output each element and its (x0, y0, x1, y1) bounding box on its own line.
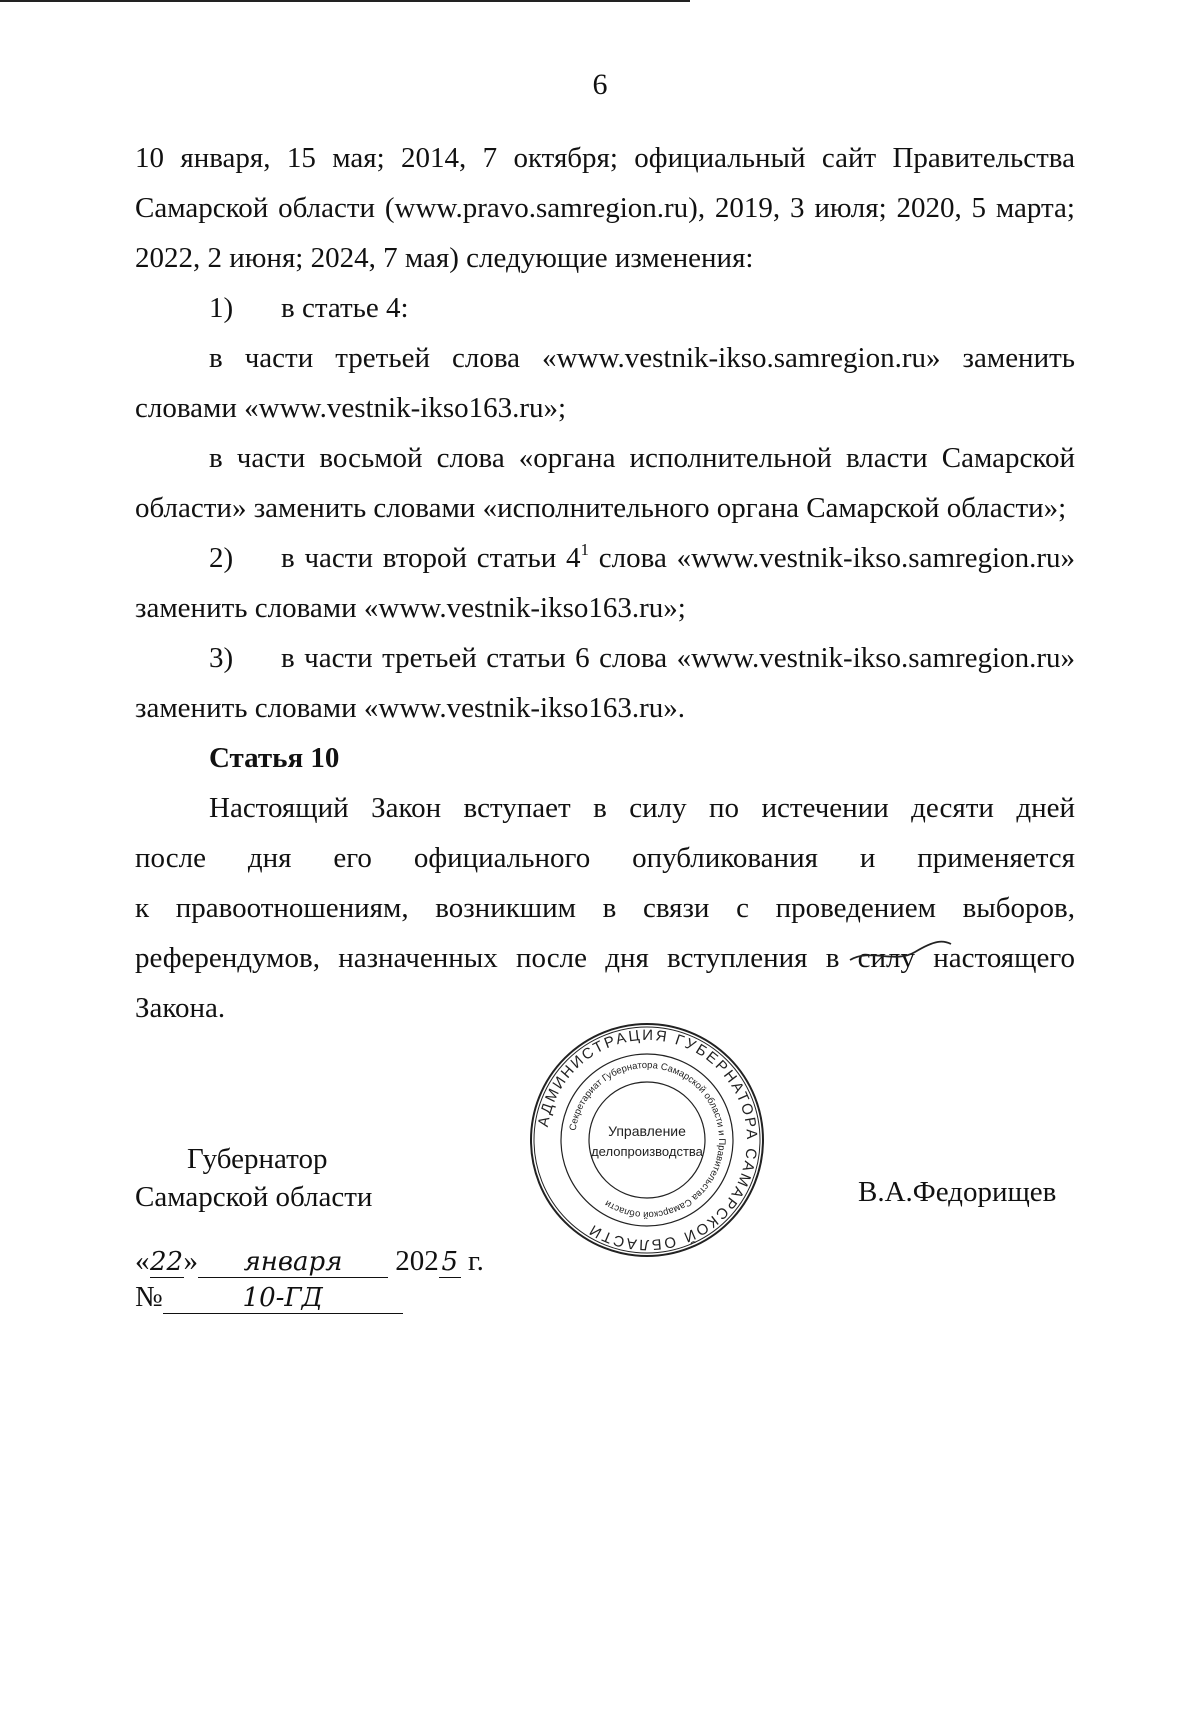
paragraph-line: к правоотношениям, возникшим в связи с проведением выборов, (135, 892, 1075, 924)
document-body (135, 133, 1075, 1033)
list-item (135, 283, 1075, 333)
stamp-outer-text: АДМИНИСТРАЦИЯ ГУБЕРНАТОРА САМАРСКОЙ ОБЛАСТИ (534, 1026, 761, 1254)
list-item-text-part: слова «www.vestnik-ikso.samregion.ru» (589, 542, 1076, 574)
date-year-suffix: г. (460, 1245, 484, 1277)
list-item-number: 1) (209, 292, 234, 324)
signatory-title-line: Самарской области (135, 1181, 373, 1213)
list-item-number: 2) (209, 542, 234, 574)
paragraph-line: заменить словами «www.vestnik-ikso163.ru»; (135, 592, 686, 624)
list-item (135, 633, 1075, 683)
date-open-quote: « (135, 1245, 150, 1277)
paragraph-line: в части третьей слова «www.vestnik-ikso.samregion.ru» заменить (209, 342, 1075, 374)
date-close-quote: » (183, 1245, 198, 1277)
document-number-line (135, 1281, 403, 1314)
date-year-prefix: 202 (395, 1245, 439, 1277)
paragraph-line: заменить словами «www.vestnik-ikso163.ru». (135, 692, 686, 724)
signatory-name: В.А.Федорищев (858, 1176, 1057, 1208)
list-item-text: в статье 4: (281, 292, 409, 324)
paragraph-line: Настоящий Закон вступает в силу по истечении десяти дней (209, 792, 1075, 824)
official-seal-stamp (527, 1020, 767, 1260)
paragraph-line: 10 января, 15 мая; 2014, 7 октября; официальный сайт Правительства (135, 142, 1075, 174)
paragraph-line: словами «www.vestnik-ikso163.ru»; (135, 392, 567, 424)
document-number-value: 10-ГД (163, 1283, 403, 1314)
paragraph-line: после дня его официального опубликования и применяется (135, 842, 1075, 874)
paragraph-line: 2022, 2 июня; 2024, 7 мая) следующие изменения: (135, 242, 754, 274)
date-line (135, 1245, 484, 1278)
paragraph-line: Закона. (135, 992, 226, 1024)
document-number-label: № (135, 1281, 163, 1313)
date-month: января (198, 1247, 388, 1278)
signatory-title (135, 1140, 372, 1216)
stamp-center-line1: Управление (608, 1123, 686, 1139)
stamp-inner-text: Секретариат Губернатора Самарской области и Правительства Самарской области (567, 1059, 728, 1221)
article-heading: Статья 10 (209, 742, 340, 774)
stamp-center-line2: делопроизводства (591, 1144, 703, 1159)
date-year-digit: 5 (439, 1247, 461, 1278)
date-day: 22 (149, 1247, 184, 1277)
paragraph-line: референдумов, назначенных после дня вступления в силу настоящего (135, 942, 1075, 974)
list-item-text-part: в части второй статьи 4 (281, 542, 581, 574)
list-item-number: 3) (209, 642, 234, 674)
signatory-title-line: Губернатор (187, 1143, 328, 1175)
paragraph-line: в части восьмой слова «органа исполнительной власти Самарской (209, 442, 1075, 474)
handwritten-strike-mark (845, 930, 955, 970)
list-item (135, 533, 1075, 583)
superscript: 1 (580, 540, 590, 559)
top-border-line (0, 0, 690, 2)
paragraph-line: области» заменить словами «исполнительного органа Самарской области»; (135, 492, 1067, 524)
list-item-text: в части третьей статьи 6 слова «www.vestnik-ikso.samregion.ru» (281, 642, 1075, 674)
paragraph-line: Самарской области (www.pravo.samregion.ru), 2019, 3 июля; 2020, 5 марта; (135, 192, 1075, 224)
list-item-text (281, 533, 1075, 583)
page-number: 6 (592, 68, 608, 101)
